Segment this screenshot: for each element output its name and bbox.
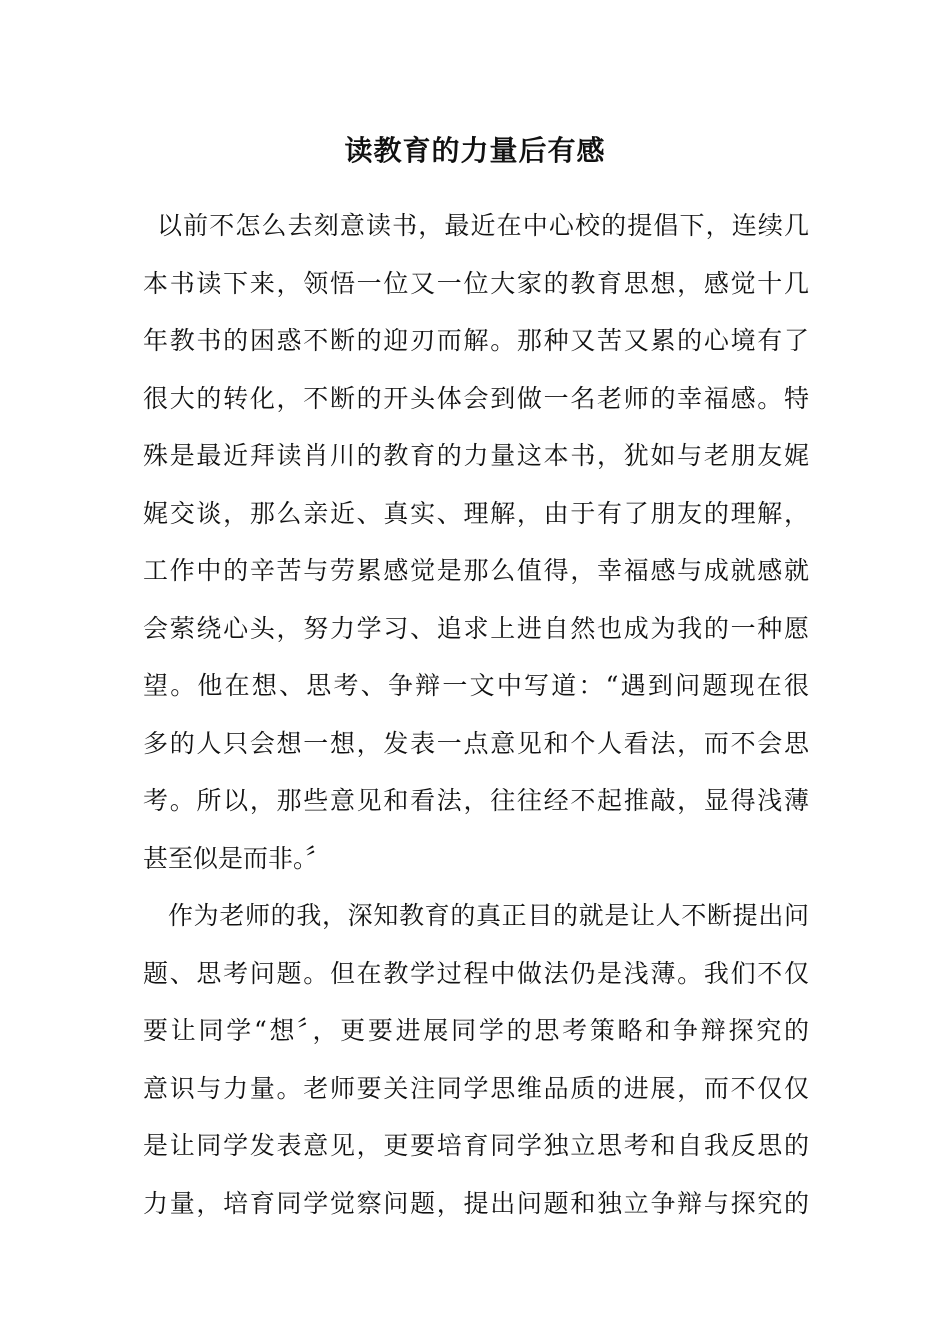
paragraph-line: 要让同学“想〞，更要进展同学的思考策略和争辩探究的 (143, 1016, 809, 1045)
paragraph-line: 多的人只会想一想，发表一点意见和个人看法，而不会思 (143, 728, 809, 758)
paragraph-line: 是让同学发表意见，更要培育同学独立思考和自我反思的 (143, 1131, 809, 1160)
document-body (143, 197, 809, 1232)
paragraph-line: 考。所以，那些意见和看法，往往经不起推敲，显得浅薄 (143, 786, 809, 815)
paragraph-line: 娓交谈，那么亲近、真实、理解，由于有了朋友的理解， (143, 498, 809, 528)
paragraph-line: 会萦绕心头，努力学习、追求上进自然也成为我的一种愿 (143, 613, 809, 643)
paragraph-line: 望。他在想、思考、争辩一文中写道：“遇到问题现在很 (143, 671, 809, 700)
paragraph-line: 甚至似是而非。〞 (143, 843, 331, 873)
document-title: 读教育的力量后有感 (344, 134, 606, 167)
paragraph-line: 作为老师的我，深知教育的真正目的就是让人不断提出问 (168, 901, 809, 930)
paragraph-line: 年教书的困惑不断的迎刃而解。那种又苦又累的心境有了 (143, 326, 809, 355)
paragraph-line: 以前不怎么去刻意读书，最近在中心校的提倡下，连续几 (157, 211, 809, 240)
paragraph-line: 本书读下来，领悟一位又一位大家的教育思想，感觉十几 (143, 268, 809, 298)
paragraph-line: 殊是最近拜读肖川的教育的力量这本书，犹如与老朋友娓 (143, 441, 809, 470)
paragraph-1 (143, 197, 809, 887)
paragraph-line: 意识与力量。老师要关注同学思维品质的进展，而不仅仅 (143, 1073, 809, 1103)
paragraph-2 (143, 887, 809, 1232)
paragraph-line: 力量，培育同学觉察问题，提出问题和独立争辩与探究的 (143, 1188, 809, 1218)
paragraph-line: 很大的转化，不断的开头体会到做一名老师的幸福感。特 (143, 383, 809, 413)
paragraph-line: 题、思考问题。但在教学过程中做法仍是浅薄。我们不仅 (143, 958, 809, 988)
paragraph-line: 工作中的辛苦与劳累感觉是那么值得，幸福感与成就感就 (143, 556, 809, 585)
